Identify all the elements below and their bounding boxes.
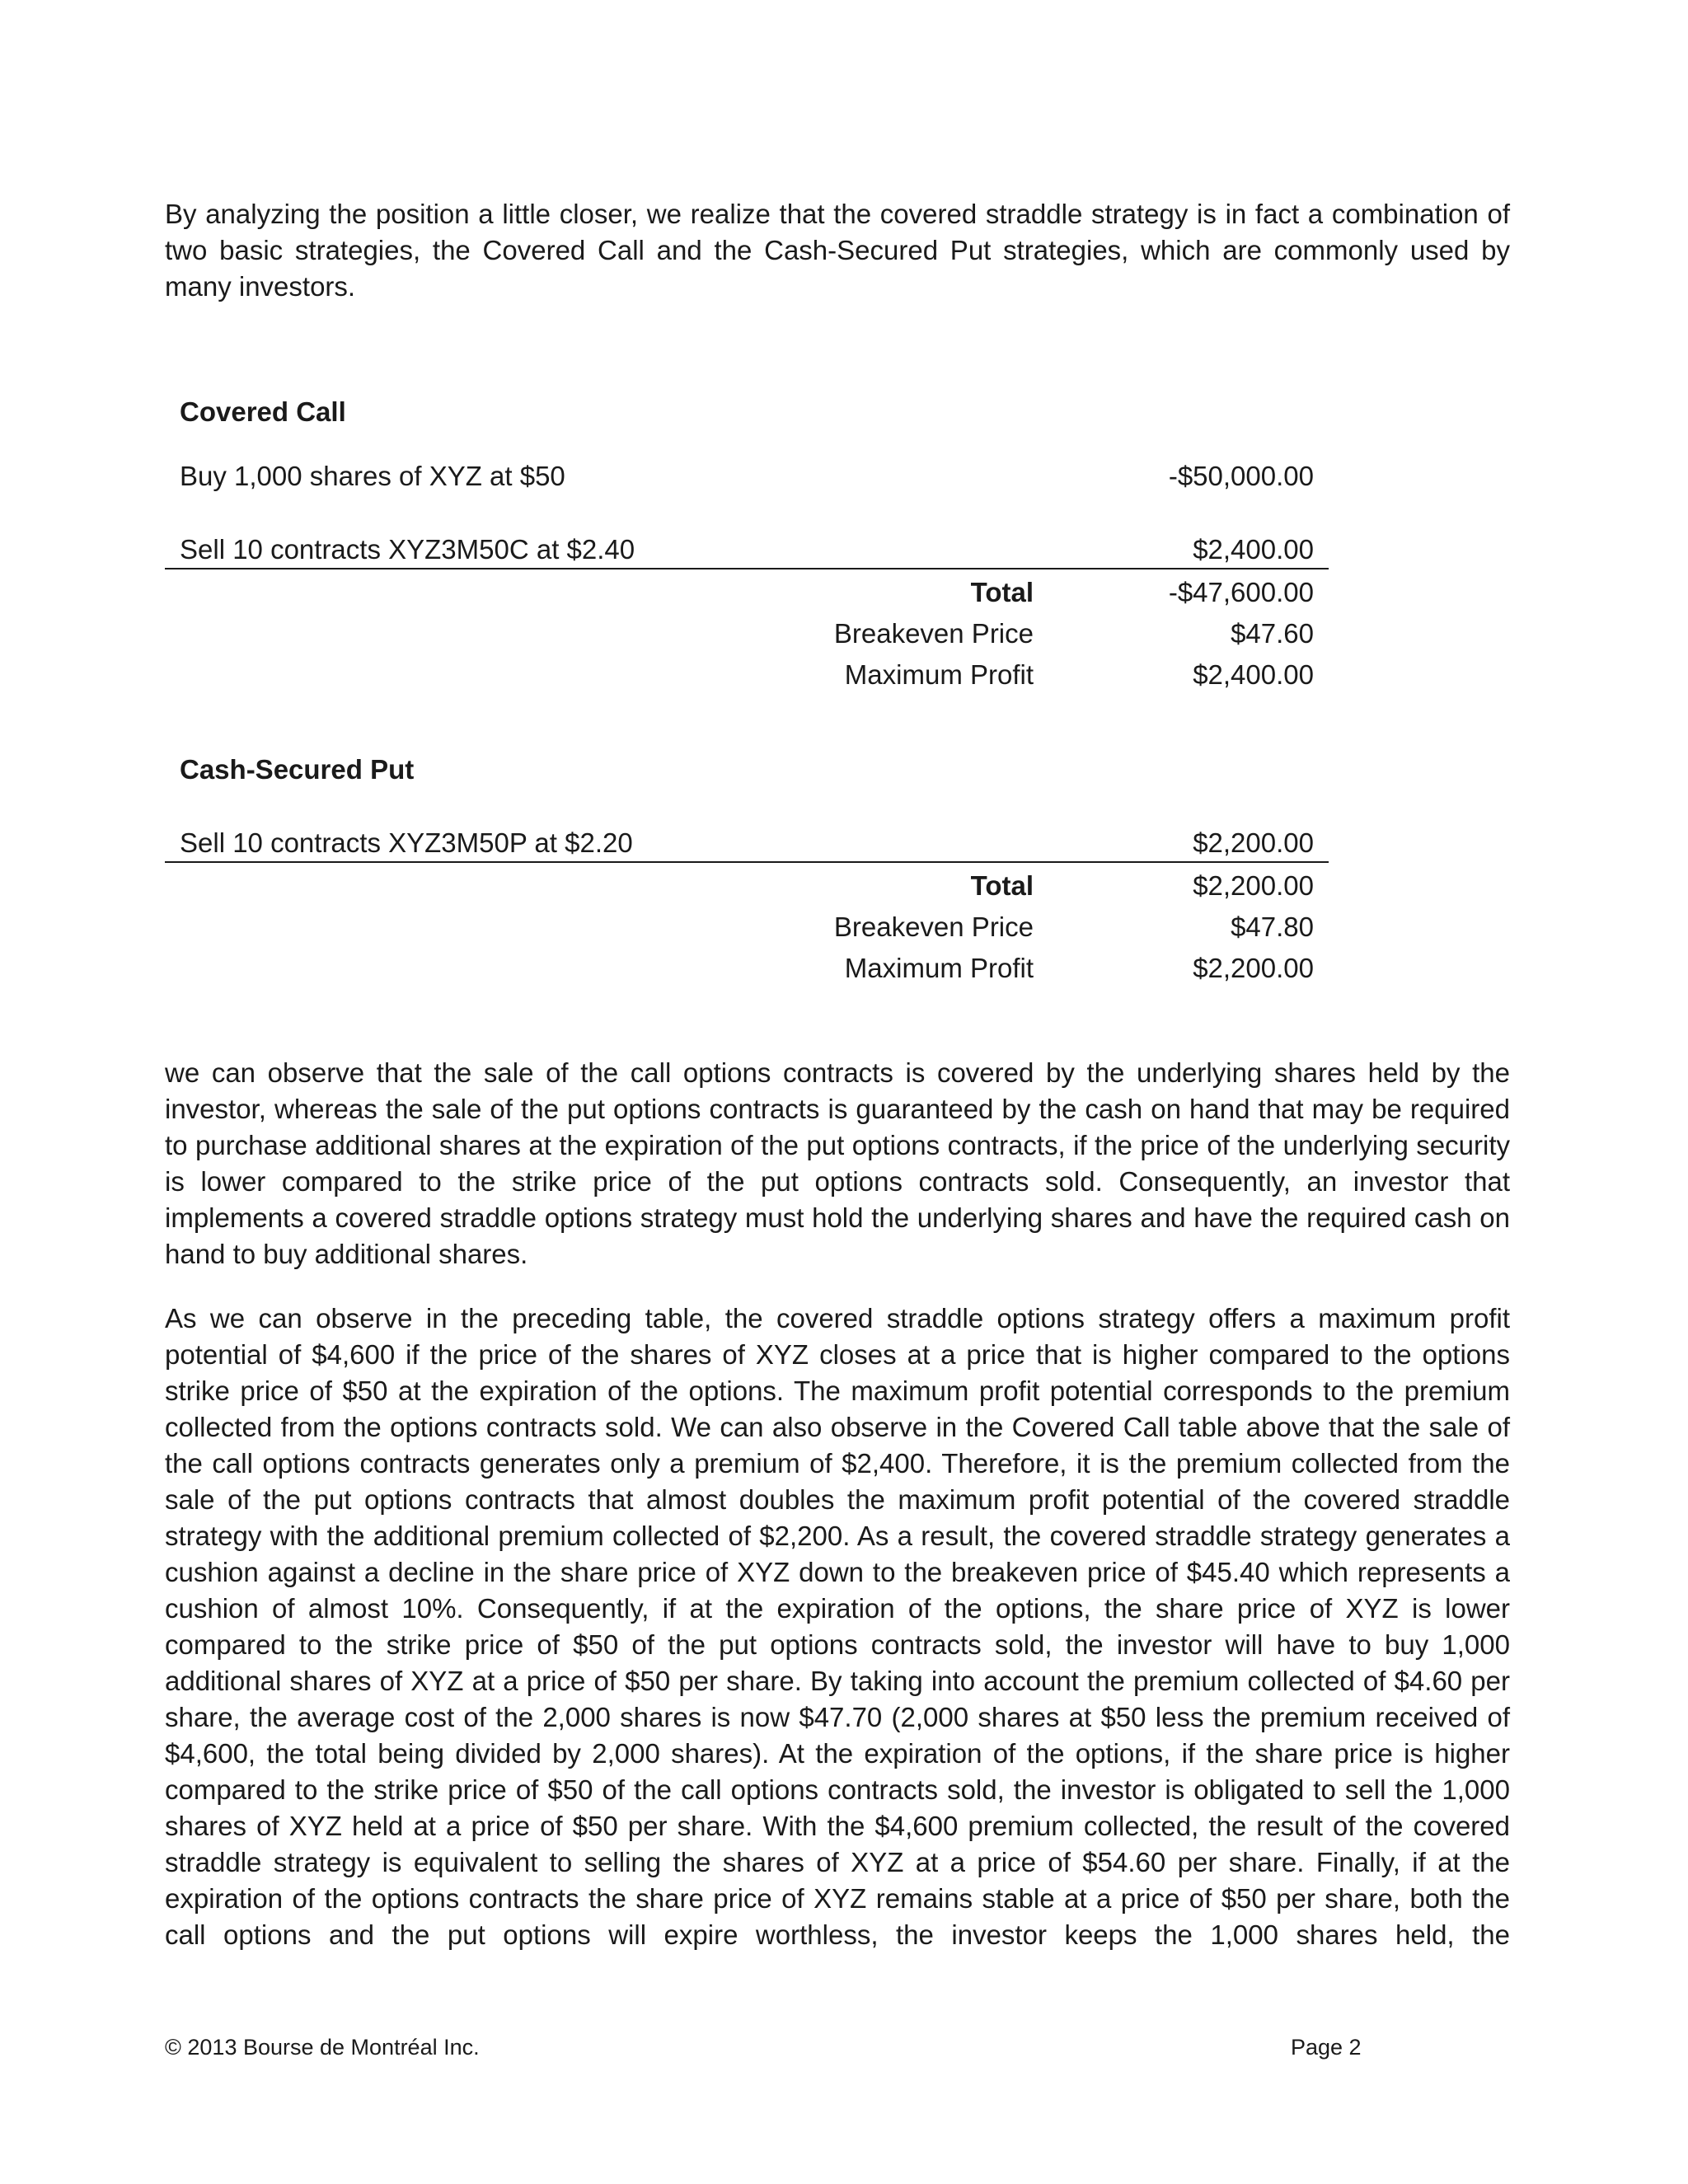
summary-label: Maximum Profit xyxy=(844,659,1034,690)
summary-row-max-profit xyxy=(165,950,1329,987)
summary-row-breakeven xyxy=(165,616,1329,652)
footer-page-number: Page 2 xyxy=(1291,2035,1362,2060)
row-amount: $2,400.00 xyxy=(1193,534,1314,565)
table-row xyxy=(165,532,1329,568)
table-row xyxy=(165,458,1329,494)
row-label: Sell 10 contracts XYZ3M50C at $2.40 xyxy=(180,534,635,565)
table-row xyxy=(165,825,1329,861)
cash-secured-put-title: Cash-Secured Put xyxy=(180,754,415,785)
summary-amount: $2,400.00 xyxy=(1193,659,1314,690)
summary-row-total xyxy=(165,868,1329,904)
cash-secured-put-title-row xyxy=(165,752,1329,788)
intro-paragraph: By analyzing the position a little closer, we realize that the covered straddle strategy is in fact a combination of two basic strategies, the Covered Call and the Cash-Secured Put strategies, which are commonly used by many investors. xyxy=(165,199,1510,302)
summary-label: Total xyxy=(970,870,1034,901)
summary-label: Maximum Profit xyxy=(844,953,1034,983)
summary-row-total xyxy=(165,574,1329,611)
summary-amount: $2,200.00 xyxy=(1193,953,1314,983)
row-label: Buy 1,000 shares of XYZ at $50 xyxy=(180,461,565,491)
summary-row-breakeven xyxy=(165,909,1329,945)
body-paragraph-2: As we can observe in the preceding table, the covered straddle options strategy offers a maximum profit potential of $4,600 if the price of the shares of XYZ closes at a price that is higher compared to the options strike price of $50 at the expiration of the options. The maximum profit potential corresponds to the premium collected from the options contracts sold. We can also observe in the Covered Call table above that the sale of the call options contracts generates only a premium of $2,400. Therefore, it is the premium collected from the sale of the put options contracts that almost doubles the maximum profit potential of the covered straddle strategy with the additional premium collected of $2,200. As a result, the covered straddle strategy generates a cushion against a decline in the share price of XYZ down to the breakeven price of $45.40 which represents a cushion of almost 10%. Consequently, if at the expiration of the options, the share price of XYZ is lower compared to the strike price of $50 of the put options contracts sold, the investor will have to buy 1,000 additional shares of XYZ at a price of $50 per share. By taking into account the premium collected of $4.60 per share, the average cost of the 2,000 shares is now $47.70 (2,000 shares at $50 less the premium received of $4,600, the total being divided by 2,000 shares). At the expiration of the options, if the share price is higher compared to the strike price of $50 of the call options contracts sold, the investor is obligated to sell the 1,000 shares of XYZ held at a price of $50 per share. With the $4,600 premium collected, the result of the covered straddle strategy is equivalent to selling the shares of XYZ at a price of $54.60 per share. Finally, if at the expiration of the options contracts the share price of XYZ remains stable at a price of $50 per share, both the call options and the put options will expire worthless, the investor keeps the 1,000 shares held, the xyxy=(165,1303,1510,1950)
summary-amount: $2,200.00 xyxy=(1193,870,1314,901)
table-divider xyxy=(165,861,1329,863)
row-amount: -$50,000.00 xyxy=(1168,461,1314,491)
summary-amount: -$47,600.00 xyxy=(1168,577,1314,607)
table-divider xyxy=(165,568,1329,569)
row-amount: $2,200.00 xyxy=(1193,827,1314,858)
summary-amount: $47.80 xyxy=(1231,912,1314,942)
row-label: Sell 10 contracts XYZ3M50P at $2.20 xyxy=(180,827,633,858)
summary-label: Breakeven Price xyxy=(833,618,1034,649)
summary-label: Breakeven Price xyxy=(833,912,1034,942)
covered-call-title: Covered Call xyxy=(180,396,346,427)
summary-label: Total xyxy=(970,577,1034,607)
covered-call-title-row xyxy=(165,394,1329,430)
summary-amount: $47.60 xyxy=(1231,618,1314,649)
footer-copyright: © 2013 Bourse de Montréal Inc. xyxy=(165,2035,480,2060)
summary-row-max-profit xyxy=(165,657,1329,693)
body-paragraph-1: we can observe that the sale of the call options contracts is covered by the underlying shares held by the investor, whereas the sale of the put options contracts is guaranteed by the cash on hand that may be required to purchase additional shares at the expiration of the put options contracts, if the price of the underlying security is lower compared to the strike price of the put options contracts sold. Consequently, an investor that implements a covered straddle options strategy must hold the underlying shares and have the required cash on hand to buy additional shares. xyxy=(165,1057,1510,1269)
